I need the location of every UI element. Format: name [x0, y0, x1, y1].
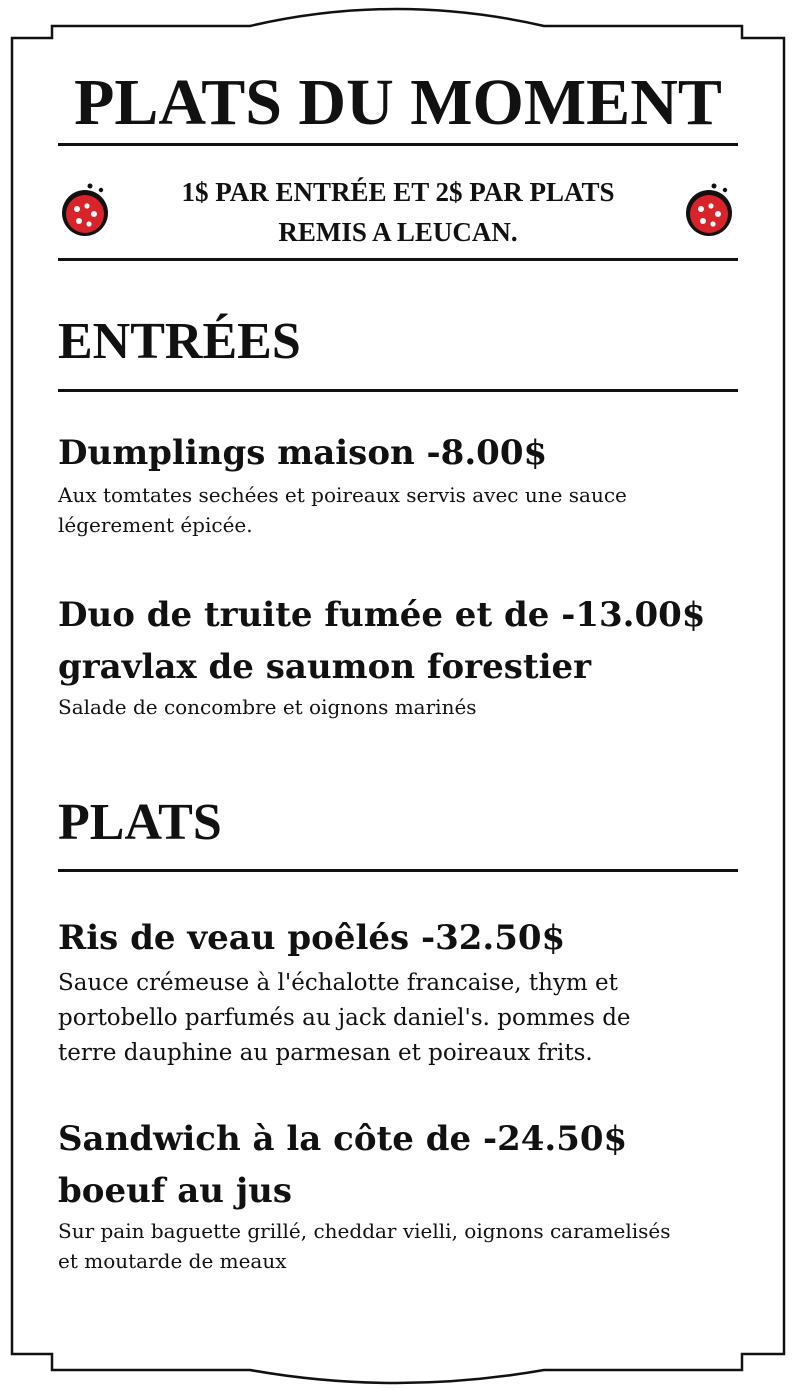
dish-description-line: Sauce crémeuse à l'échalotte francaise, thym et: [58, 970, 618, 996]
dish-description-line: Aux tomtates sechées et poireaux servis avec une sauce: [58, 483, 627, 507]
dish-description-line: terre dauphine au parmesan et poireaux frits.: [58, 1040, 593, 1066]
donation-notice: [118, 172, 678, 252]
divider: [58, 389, 738, 392]
ladybug-icon: [58, 178, 112, 240]
dish-description-line: légerement épicée.: [58, 513, 253, 537]
dish-description: [58, 480, 748, 540]
ladybug-icon: [682, 178, 736, 240]
dish-title: [58, 912, 758, 964]
dish-description-line: et moutarde de meaux: [58, 1249, 287, 1273]
dish-title-line: Ris de veau poêlés -32.50$: [58, 918, 566, 958]
dish-description: [58, 1216, 748, 1276]
notice-line: 1$ PAR ENTRÉE ET 2$ PAR PLATS: [181, 177, 615, 207]
divider: [58, 258, 738, 261]
section-heading-entrees: ENTRÉES: [58, 313, 301, 370]
page-title: PLATS DU MOMENT: [74, 66, 722, 139]
dish-title-line: Sandwich à la côte de -24.50$: [58, 1119, 628, 1159]
dish-title: [58, 1113, 758, 1217]
notice-line: REMIS A LEUCAN.: [278, 217, 518, 247]
dish-title-line: gravlax de saumon forestier: [58, 647, 592, 687]
section-heading-plats: PLATS: [58, 794, 222, 851]
dish-description-line: portobello parfumés au jack daniel's. pommes de: [58, 1005, 631, 1031]
dish-title-line: boeuf au jus: [58, 1171, 293, 1211]
dish-description-line: Salade de concombre et oignons marinés: [58, 695, 477, 719]
dish-title: [58, 427, 758, 479]
dish-title-line: Duo de truite fumée et de -13.00$: [58, 595, 706, 635]
divider: [58, 869, 738, 872]
dish-description-line: Sur pain baguette grillé, cheddar vielli, oignons caramelisés: [58, 1219, 671, 1243]
dish-description: [58, 966, 748, 1071]
divider: [58, 143, 738, 146]
dish-title: [58, 589, 758, 693]
dish-title-line: Dumplings maison -8.00$: [58, 433, 548, 473]
dish-description: [58, 692, 748, 722]
